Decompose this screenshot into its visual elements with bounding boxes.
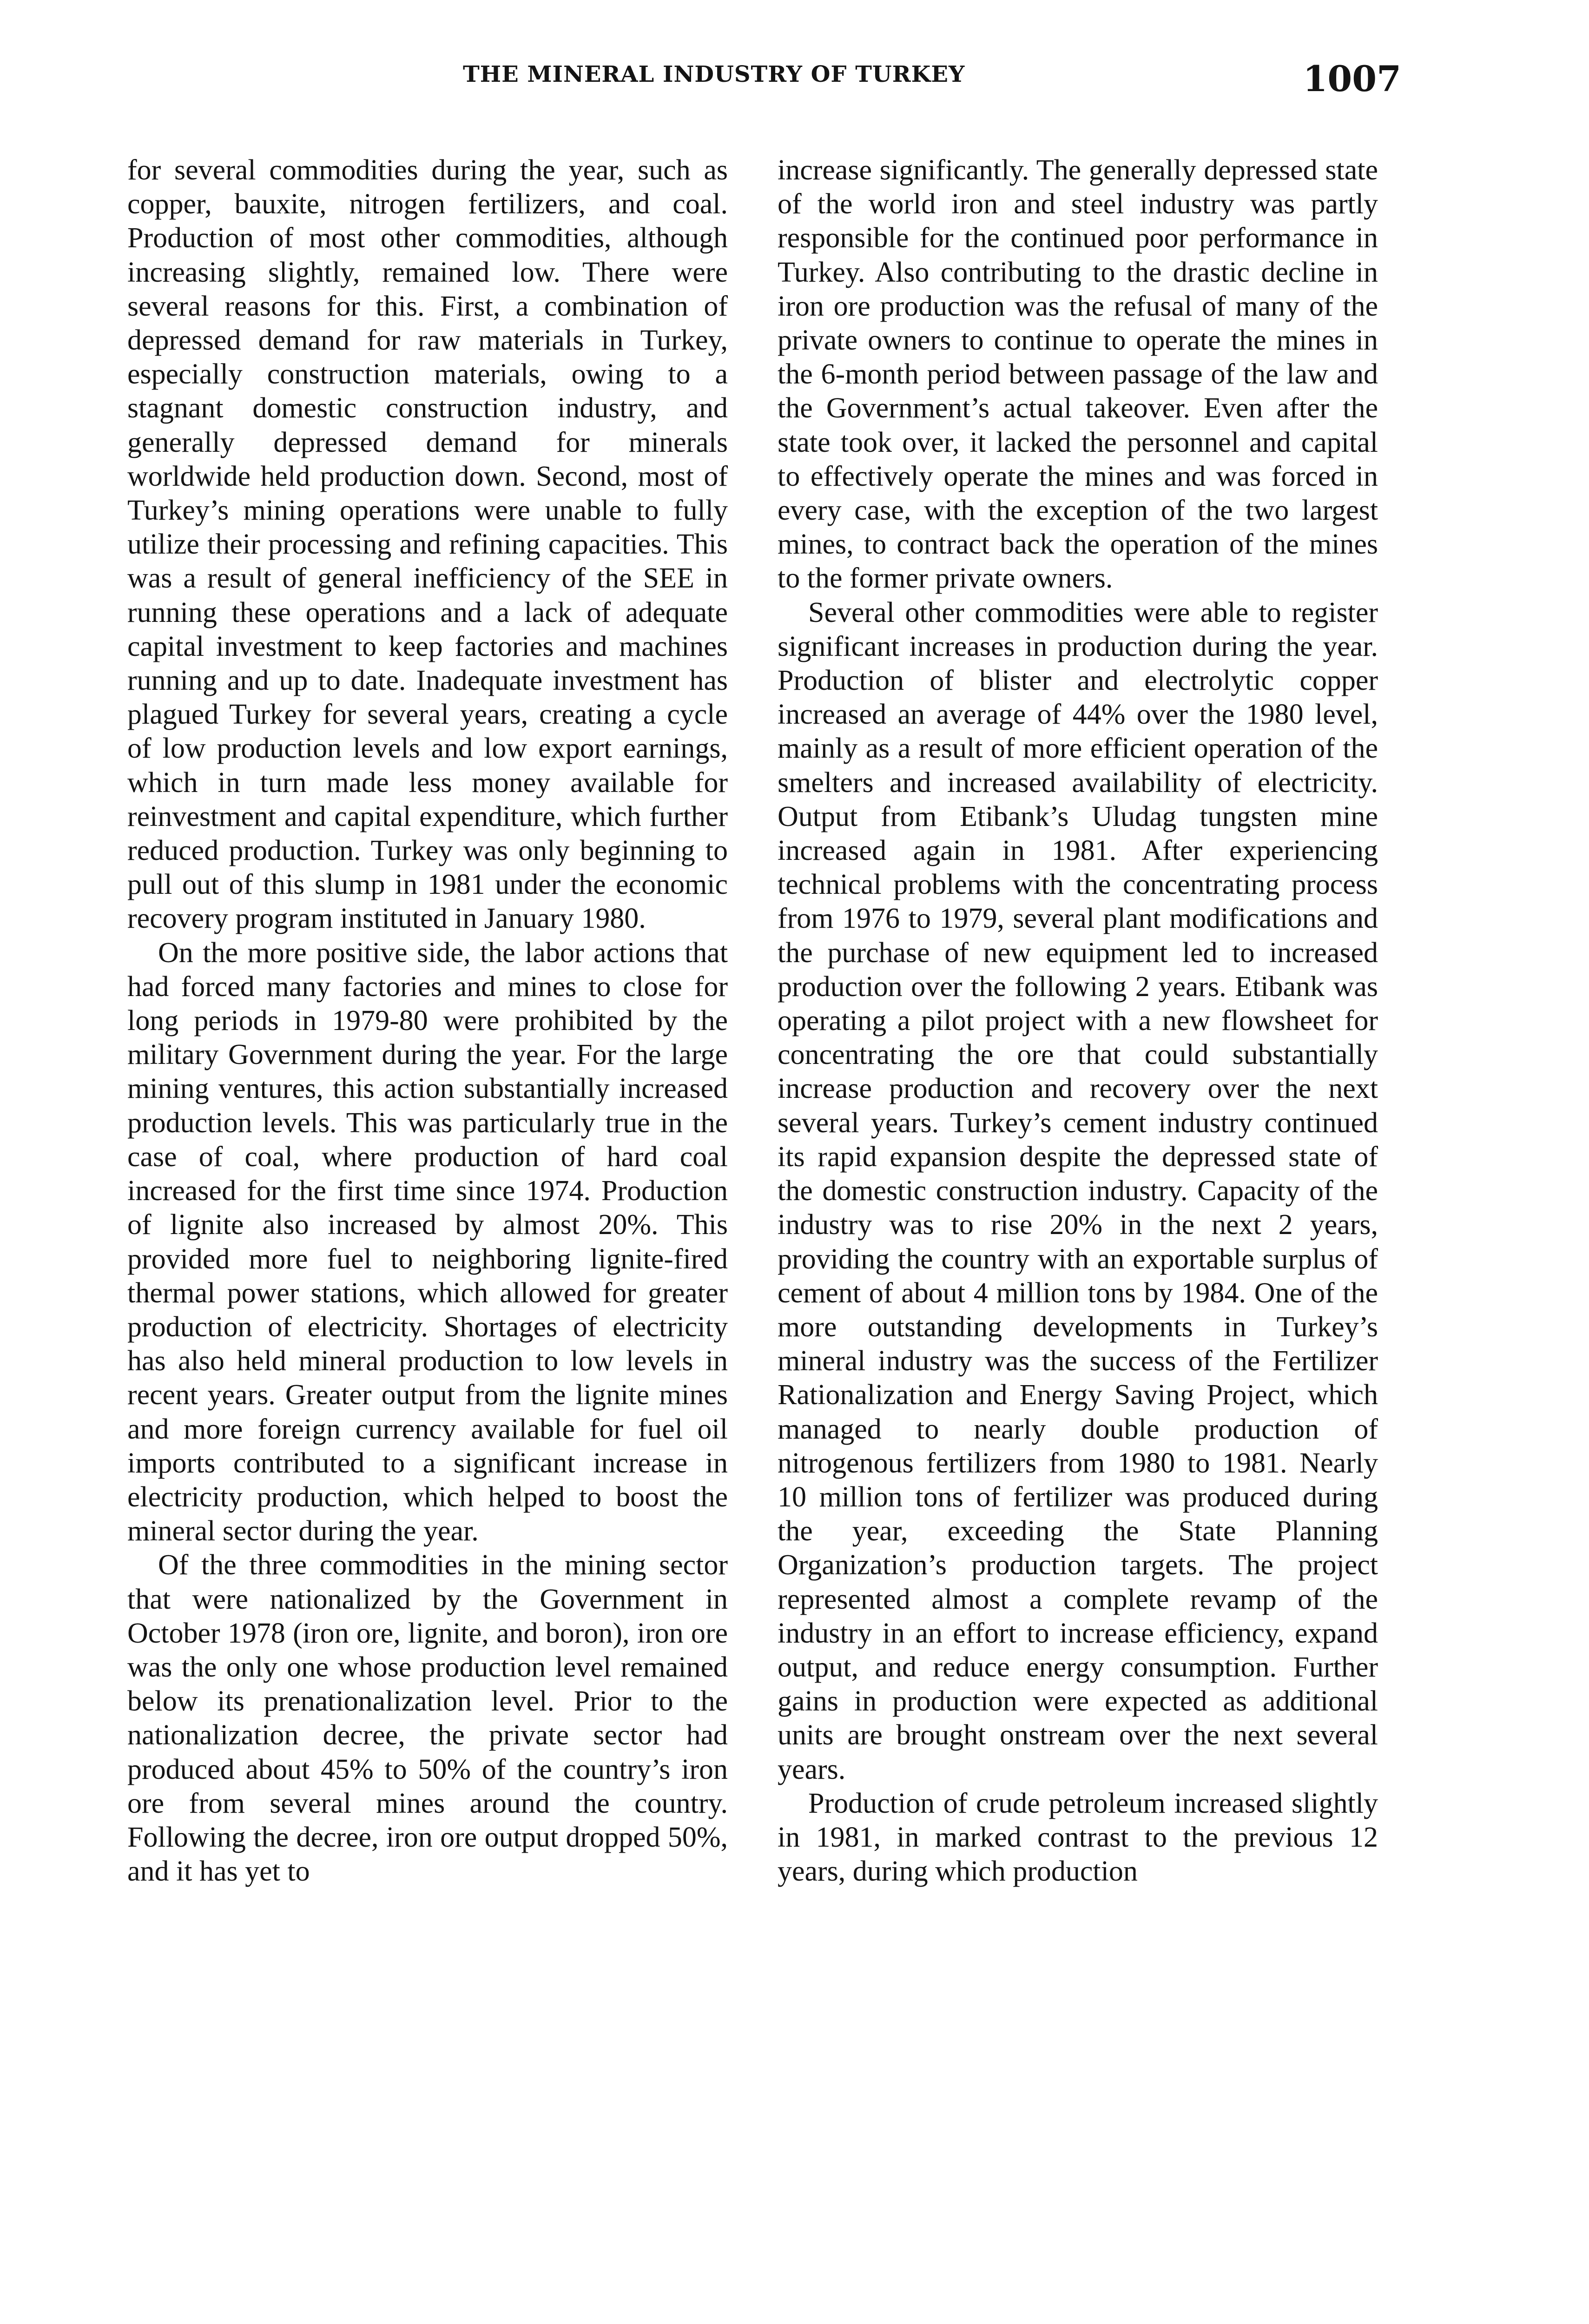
paragraph: increase significantly. The generally depressed state of the world iron and steel industry was partly responsible for the continued poor performance in Turkey. Also contributing to the drastic decline in iron ore production was the refusal of many of the private owners to continue to operate the mines in the 6-month period between passage of the law and the Government’s actual takeover. Even after the state took over, it lacked the personnel and capital to effectively operate the mines and was forced in every case, with the exception of the two largest mines, to contract back the operation of the mines to the former private owners. [778,154,1378,594]
running-title: THE MINERAL INDUSTRY OF TURKEY [463,61,965,87]
paragraph: Several other commodities were able to register significant increases in production during the year. Production of blister and electrolytic copper increased an average of 44% over the 1980 level, mainly as a result of more efficient operation of the smelters and increased availability of electricity. Output from Etibank’s Uludag tungsten mine increased again in 1981. After experiencing technical problems with the concentrating process from 1976 to 1979, several plant modifications and the purchase of new equipment led to increased production over the following 2 years. Etibank was operating a pilot project with a new flowsheet for concentrating the ore that could substantially increase production and recovery over the next several years. Turkey’s cement industry continued its rapid expansion despite the depressed state of the domestic construction industry. Capacity of the industry was to rise 20% in the next 2 years, providing the country with an exportable surplus of cement of about 4 million tons by 1984. One of the more outstanding developments in Turkey’s mineral industry was the success of the Fertilizer Rationalization and Energy Saving Project, which managed to nearly double production of nitrogenous fertilizers from 1980 to 1981. Nearly 10 million tons of fertilizer was produced during the year, exceeding the State Planning Organization’s production targets. The project represented almost a complete revamp of the industry in an effort to increase efficiency, expand output, and reduce energy consumption. Further gains in production were expected as additional units are brought onstream over the next several years. [778,596,1378,1785]
paragraph: for several commodities during the year, such as copper, bauxite, nitrogen fertilizers, and coal. Production of most other commodities, although increasing slightly, remained low. There were several reasons for this. First, a combination of depressed demand for raw materials in Turkey, especially construction materials, owing to a stagnant domestic construction industry, and generally depressed demand for minerals worldwide held production down. Second, most of Turkey’s mining operations were unable to fully utilize their processing and refining capacities. This was a result of general inefficiency of the SEE in running these operations and a lack of adequate capital investment to keep factories and machines running and up to date. Inadequate investment has plagued Turkey for several years, creating a cycle of low production levels and low export earnings, which in turn made less money available for reinvestment and capital expenditure, which further reduced production. Turkey was only beginning to pull out of this slump in 1981 under the economic recovery program instituted in January 1980. [127,154,728,935]
right-column [778,153,1378,1888]
paragraph: On the more positive side, the labor actions that had forced many factories and mines to close for long periods in 1979-80 were prohibited by the military Government during the year. For the large mining ventures, this action substantially increased production levels. This was particularly true in the case of coal, where production of hard coal increased for the first time since 1974. Production of lignite also increased by almost 20%. This provided more fuel to neighboring lignite-fired thermal power stations, which allowed for greater production of electricity. Shortages of electricity has also held mineral production to low levels in recent years. Greater output from the lignite mines and more foreign currency available for fuel oil imports contributed to a significant increase in electricity production, which helped to boost the mineral sector during the year. [127,937,728,1547]
paragraph: Of the three commodities in the mining sector that were nationalized by the Government in October 1978 (iron ore, lignite, and boron), iron ore was the only one whose production level remained below its prenationalization level. Prior to the nationalization decree, the private sector had produced about 45% to 50% of the country’s iron ore from several mines around the country. Following the decree, iron ore output dropped 50%, and it has yet to [127,1549,728,1888]
page-number: 1007 [1303,58,1401,99]
paragraph: Production of crude petroleum increased slightly in 1981, in marked contrast to the previous 12 years, during which production [778,1787,1378,1888]
left-column [127,153,728,1888]
